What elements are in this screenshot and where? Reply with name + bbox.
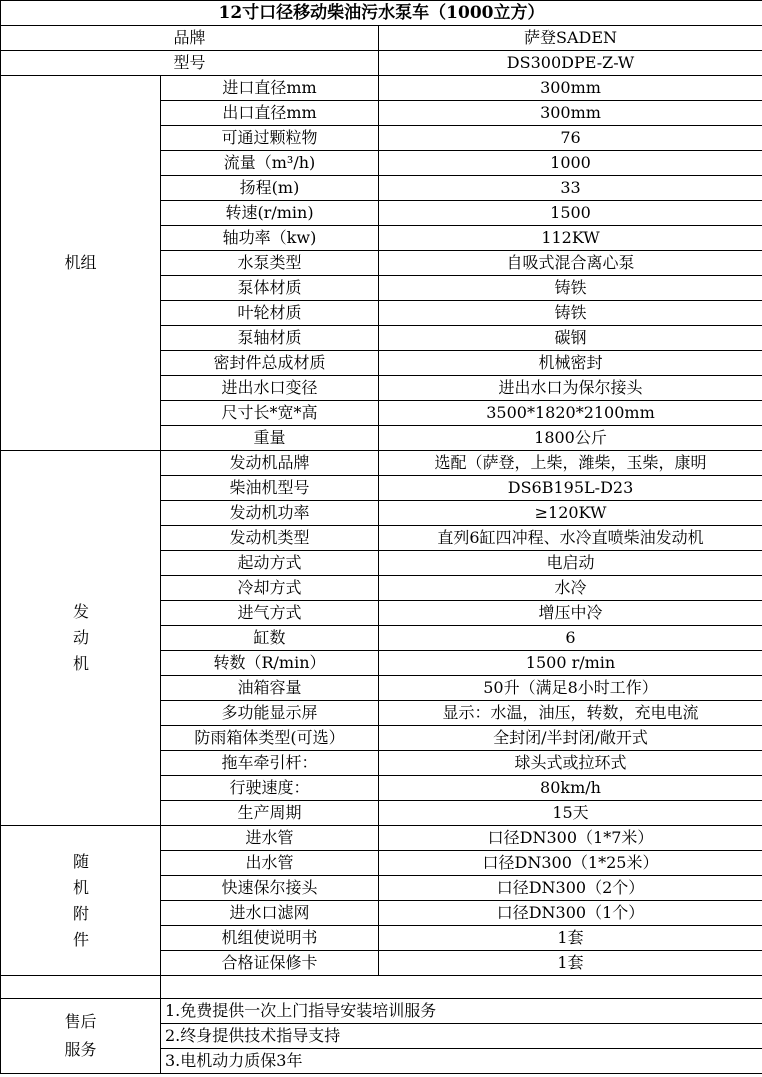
row-value: 口径DN300（1个） bbox=[379, 901, 762, 926]
row-label: 水泵类型 bbox=[161, 251, 379, 276]
after-sales-item: 2.终身提供技术指导支持 bbox=[161, 1024, 762, 1049]
row-value: 萨登SADEN bbox=[379, 26, 762, 51]
row-value: 碳钢 bbox=[379, 326, 762, 351]
table-title: 12寸口径移动柴油污水泵车（1000立方） bbox=[1, 1, 762, 26]
row-value: 自吸式混合离心泵 bbox=[379, 251, 762, 276]
after-sales-label bbox=[1, 999, 161, 1074]
row-label: 发动机品牌 bbox=[161, 451, 379, 476]
row-label: 型号 bbox=[1, 51, 379, 76]
row-value: 6 bbox=[379, 626, 762, 651]
after-sales-label-line: 服务 bbox=[64, 1040, 97, 1059]
row-value: 选配（萨登，上柴，潍柴，玉柴，康明 bbox=[379, 451, 762, 476]
row-label: 油箱容量 bbox=[161, 676, 379, 701]
row-value: 76 bbox=[379, 126, 762, 151]
row-label: 发动机类型 bbox=[161, 526, 379, 551]
row-label: 发动机功率 bbox=[161, 501, 379, 526]
row-label: 生产周期 bbox=[161, 801, 379, 826]
row-value: 1500 bbox=[379, 201, 762, 226]
after-sales-label-line: 售后 bbox=[64, 1012, 97, 1031]
row-value: ≥120KW bbox=[379, 501, 762, 526]
row-value: 口径DN300（2个） bbox=[379, 876, 762, 901]
row-value: 增压中冷 bbox=[379, 601, 762, 626]
row-value: 显示：水温，油压，转数，充电电流 bbox=[379, 701, 762, 726]
row-label: 进气方式 bbox=[161, 601, 379, 626]
row-value: 15天 bbox=[379, 801, 762, 826]
row-label: 品牌 bbox=[1, 26, 379, 51]
row-label: 机组使说明书 bbox=[161, 926, 379, 951]
row-label: 叶轮材质 bbox=[161, 301, 379, 326]
row-value: 112KW bbox=[379, 226, 762, 251]
row-label: 扬程(m) bbox=[161, 176, 379, 201]
row-label: 尺寸长*宽*高 bbox=[161, 401, 379, 426]
row-label: 进出水口变径 bbox=[161, 376, 379, 401]
after-sales-row bbox=[1, 999, 762, 1024]
row-value: 33 bbox=[379, 176, 762, 201]
row-label: 流量（m³/h) bbox=[161, 151, 379, 176]
row-label: 密封件总成材质 bbox=[161, 351, 379, 376]
row-value: DS300DPE-Z-W bbox=[379, 51, 762, 76]
table-row bbox=[1, 76, 762, 101]
row-label: 进口直径mm bbox=[161, 76, 379, 101]
row-value: 球头式或拉环式 bbox=[379, 751, 762, 776]
after-sales-item: 1.免费提供一次上门指导安装培训服务 bbox=[161, 999, 762, 1024]
row-label: 泵体材质 bbox=[161, 276, 379, 301]
blank-cell bbox=[1, 976, 161, 999]
row-label: 缸数 bbox=[161, 626, 379, 651]
after-sales-item: 3.电机动力质保3年 bbox=[161, 1049, 762, 1074]
row-label: 快速保尔接头 bbox=[161, 876, 379, 901]
row-value: 电启动 bbox=[379, 551, 762, 576]
row-value: 进出水口为保尔接头 bbox=[379, 376, 762, 401]
row-value: 1套 bbox=[379, 926, 762, 951]
row-label: 拖车牵引杆： bbox=[161, 751, 379, 776]
row-value: 300mm bbox=[379, 101, 762, 126]
row-label: 重量 bbox=[161, 426, 379, 451]
row-label: 进水口滤网 bbox=[161, 901, 379, 926]
row-label: 行驶速度： bbox=[161, 776, 379, 801]
group-label: 发动机 bbox=[1, 451, 161, 826]
row-value: 铸铁 bbox=[379, 276, 762, 301]
spec-table-body bbox=[1, 1, 762, 1074]
row-label: 防雨箱体类型(可选） bbox=[161, 726, 379, 751]
row-value: 机械密封 bbox=[379, 351, 762, 376]
row-value: 口径DN300（1*7米） bbox=[379, 826, 762, 851]
row-value: 300mm bbox=[379, 76, 762, 101]
blank-row bbox=[1, 976, 762, 999]
row-value: 水冷 bbox=[379, 576, 762, 601]
table-row bbox=[1, 826, 762, 851]
row-value: DS6B195L-D23 bbox=[379, 476, 762, 501]
row-label: 可通过颗粒物 bbox=[161, 126, 379, 151]
row-value: 1800公斤 bbox=[379, 426, 762, 451]
group-label: 机组 bbox=[1, 76, 161, 451]
row-value: 1套 bbox=[379, 951, 762, 976]
table-row bbox=[1, 451, 762, 476]
row-label: 出水管 bbox=[161, 851, 379, 876]
row-value: 全封闭/半封闭/敞开式 bbox=[379, 726, 762, 751]
row-label: 多功能显示屏 bbox=[161, 701, 379, 726]
table-row bbox=[1, 51, 762, 76]
row-label: 进水管 bbox=[161, 826, 379, 851]
row-label: 轴功率（kw) bbox=[161, 226, 379, 251]
row-value: 50升（满足8小时工作） bbox=[379, 676, 762, 701]
row-value: 铸铁 bbox=[379, 301, 762, 326]
group-label: 随机附件 bbox=[1, 826, 161, 976]
row-value: 1500 r/min bbox=[379, 651, 762, 676]
row-value: 口径DN300（1*25米） bbox=[379, 851, 762, 876]
row-label: 转数（R/min） bbox=[161, 651, 379, 676]
row-label: 合格证保修卡 bbox=[161, 951, 379, 976]
row-label: 冷却方式 bbox=[161, 576, 379, 601]
row-label: 出口直径mm bbox=[161, 101, 379, 126]
row-value: 3500*1820*2100mm bbox=[379, 401, 762, 426]
row-label: 柴油机型号 bbox=[161, 476, 379, 501]
row-value: 1000 bbox=[379, 151, 762, 176]
row-label: 泵轴材质 bbox=[161, 326, 379, 351]
row-label: 转速(r/min) bbox=[161, 201, 379, 226]
title-row bbox=[1, 1, 762, 26]
row-value: 80km/h bbox=[379, 776, 762, 801]
row-label: 起动方式 bbox=[161, 551, 379, 576]
table-row bbox=[1, 26, 762, 51]
row-value: 直列6缸四冲程、水冷直喷柴油发动机 bbox=[379, 526, 762, 551]
blank-cell bbox=[161, 976, 762, 999]
